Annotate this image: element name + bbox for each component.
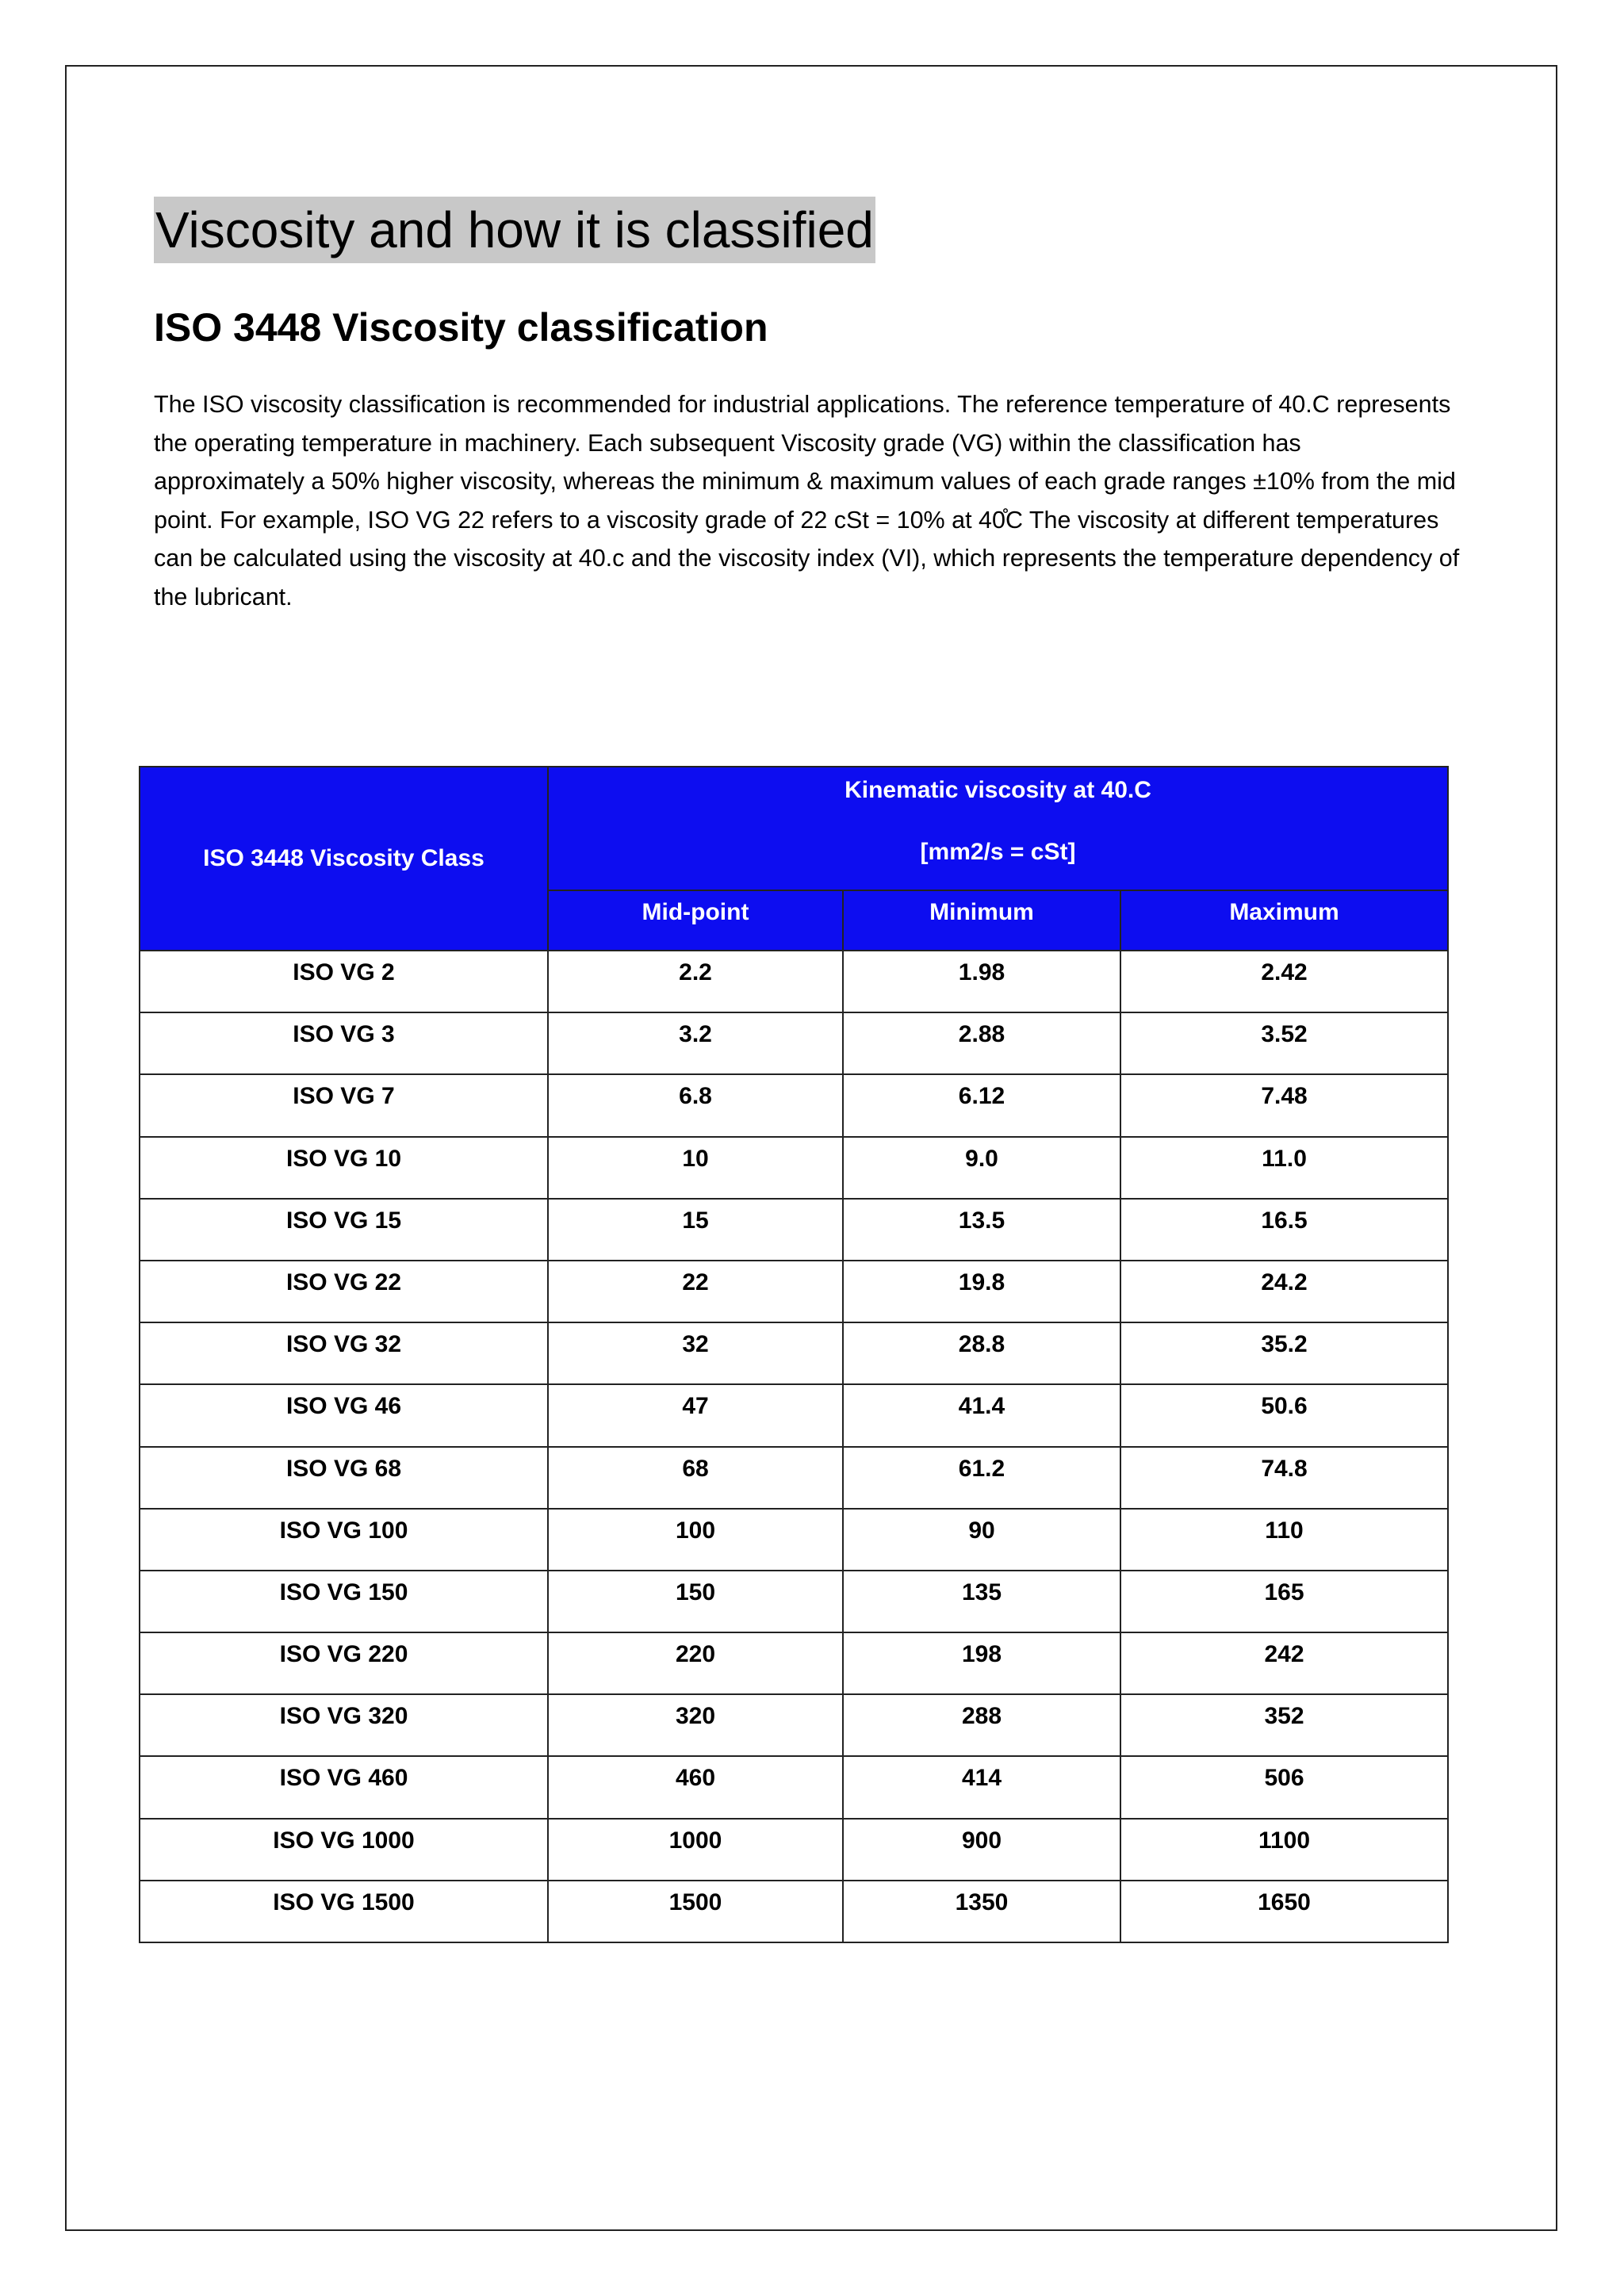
cell-mid-point: 68 <box>548 1447 843 1509</box>
cell-viscosity-class: ISO VG 100 <box>140 1509 548 1571</box>
paragraph-line: The ISO viscosity classification is recommended for industrial applications. The reference temperature of 40.C represents <box>154 391 1451 418</box>
table-row <box>140 1881 1448 1942</box>
table-row <box>140 1447 1448 1509</box>
cell-minimum: 41.4 <box>843 1384 1120 1446</box>
cell-minimum: 9.0 <box>843 1137 1120 1199</box>
table-row <box>140 1571 1448 1632</box>
cell-viscosity-class: ISO VG 320 <box>140 1694 548 1756</box>
cell-viscosity-class: ISO VG 32 <box>140 1322 548 1384</box>
cell-maximum: 110 <box>1120 1509 1448 1571</box>
cell-viscosity-class: ISO VG 460 <box>140 1756 548 1818</box>
cell-maximum: 35.2 <box>1120 1322 1448 1384</box>
table-body <box>140 951 1448 1942</box>
cell-minimum: 13.5 <box>843 1199 1120 1261</box>
cell-viscosity-class: ISO VG 22 <box>140 1261 548 1322</box>
paragraph-line: can be calculated using the viscosity at 40.c and the viscosity index (VI), which represents the temperature dependency of <box>154 545 1460 572</box>
table-row <box>140 1261 1448 1322</box>
cell-mid-point: 47 <box>548 1384 843 1446</box>
cell-viscosity-class: ISO VG 68 <box>140 1447 548 1509</box>
cell-viscosity-class: ISO VG 1000 <box>140 1819 548 1881</box>
table-row <box>140 1322 1448 1384</box>
cell-minimum: 19.8 <box>843 1261 1120 1322</box>
cell-maximum: 2.42 <box>1120 951 1448 1012</box>
cell-maximum: 24.2 <box>1120 1261 1448 1322</box>
cell-minimum: 900 <box>843 1819 1120 1881</box>
cell-mid-point: 460 <box>548 1756 843 1818</box>
cell-viscosity-class: ISO VG 3 <box>140 1012 548 1074</box>
cell-maximum: 16.5 <box>1120 1199 1448 1261</box>
table-row <box>140 1384 1448 1446</box>
cell-mid-point: 2.2 <box>548 951 843 1012</box>
cell-maximum: 74.8 <box>1120 1447 1448 1509</box>
cell-viscosity-class: ISO VG 46 <box>140 1384 548 1446</box>
paragraph-line: approximately a 50% higher viscosity, whereas the minimum & maximum values of each grade ranges ±10% from the mid <box>154 468 1456 495</box>
header-kinematic-title: Kinematic viscosity at 40.C <box>845 777 1151 803</box>
cell-maximum: 3.52 <box>1120 1012 1448 1074</box>
header-kinematic-viscosity <box>548 767 1448 890</box>
intro-paragraph <box>154 385 1513 616</box>
cell-mid-point: 6.8 <box>548 1074 843 1136</box>
cell-mid-point: 150 <box>548 1571 843 1632</box>
cell-mid-point: 1000 <box>548 1819 843 1881</box>
table-row <box>140 1694 1448 1756</box>
cell-mid-point: 320 <box>548 1694 843 1756</box>
paragraph-line: the lubricant. <box>154 583 293 610</box>
cell-maximum: 50.6 <box>1120 1384 1448 1446</box>
cell-viscosity-class: ISO VG 1500 <box>140 1881 548 1942</box>
cell-maximum: 11.0 <box>1120 1137 1448 1199</box>
cell-maximum: 352 <box>1120 1694 1448 1756</box>
table-row <box>140 1012 1448 1074</box>
cell-minimum: 6.12 <box>843 1074 1120 1136</box>
header-minimum: Minimum <box>843 890 1120 951</box>
cell-maximum: 7.48 <box>1120 1074 1448 1136</box>
header-viscosity-class: ISO 3448 Viscosity Class <box>140 767 548 951</box>
header-mid-point: Mid-point <box>548 890 843 951</box>
table-row <box>140 1632 1448 1694</box>
cell-maximum: 1650 <box>1120 1881 1448 1942</box>
section-heading: ISO 3448 Viscosity classification <box>154 305 768 350</box>
table-row <box>140 1199 1448 1261</box>
cell-minimum: 198 <box>843 1632 1120 1694</box>
cell-viscosity-class: ISO VG 7 <box>140 1074 548 1136</box>
cell-viscosity-class: ISO VG 2 <box>140 951 548 1012</box>
cell-minimum: 90 <box>843 1509 1120 1571</box>
cell-minimum: 1350 <box>843 1881 1120 1942</box>
cell-maximum: 165 <box>1120 1571 1448 1632</box>
header-maximum: Maximum <box>1120 890 1448 951</box>
cell-minimum: 135 <box>843 1571 1120 1632</box>
cell-mid-point: 220 <box>548 1632 843 1694</box>
cell-mid-point: 100 <box>548 1509 843 1571</box>
cell-mid-point: 1500 <box>548 1881 843 1942</box>
cell-mid-point: 10 <box>548 1137 843 1199</box>
cell-viscosity-class: ISO VG 150 <box>140 1571 548 1632</box>
table-row <box>140 1756 1448 1818</box>
cell-maximum: 506 <box>1120 1756 1448 1818</box>
cell-minimum: 1.98 <box>843 951 1120 1012</box>
page-title: Viscosity and how it is classified <box>154 197 875 263</box>
cell-mid-point: 15 <box>548 1199 843 1261</box>
cell-mid-point: 32 <box>548 1322 843 1384</box>
cell-mid-point: 22 <box>548 1261 843 1322</box>
viscosity-table <box>139 766 1449 1943</box>
cell-minimum: 61.2 <box>843 1447 1120 1509</box>
header-kinematic-units: [mm2/s = cSt] <box>920 839 1076 865</box>
table-row <box>140 1819 1448 1881</box>
cell-maximum: 1100 <box>1120 1819 1448 1881</box>
cell-viscosity-class: ISO VG 220 <box>140 1632 548 1694</box>
cell-maximum: 242 <box>1120 1632 1448 1694</box>
cell-minimum: 288 <box>843 1694 1120 1756</box>
table-row <box>140 1509 1448 1571</box>
cell-viscosity-class: ISO VG 10 <box>140 1137 548 1199</box>
cell-minimum: 414 <box>843 1756 1120 1818</box>
paragraph-line: point. For example, ISO VG 22 refers to a viscosity grade of 22 cSt = 10% at 40̊C The viscosity at different temperatures <box>154 506 1439 534</box>
table-row <box>140 1074 1448 1136</box>
paragraph-line: the operating temperature in machinery. Each subsequent Viscosity grade (VG) within the classification has <box>154 429 1301 457</box>
cell-minimum: 28.8 <box>843 1322 1120 1384</box>
cell-minimum: 2.88 <box>843 1012 1120 1074</box>
table-row <box>140 951 1448 1012</box>
table-row <box>140 1137 1448 1199</box>
cell-viscosity-class: ISO VG 15 <box>140 1199 548 1261</box>
cell-mid-point: 3.2 <box>548 1012 843 1074</box>
